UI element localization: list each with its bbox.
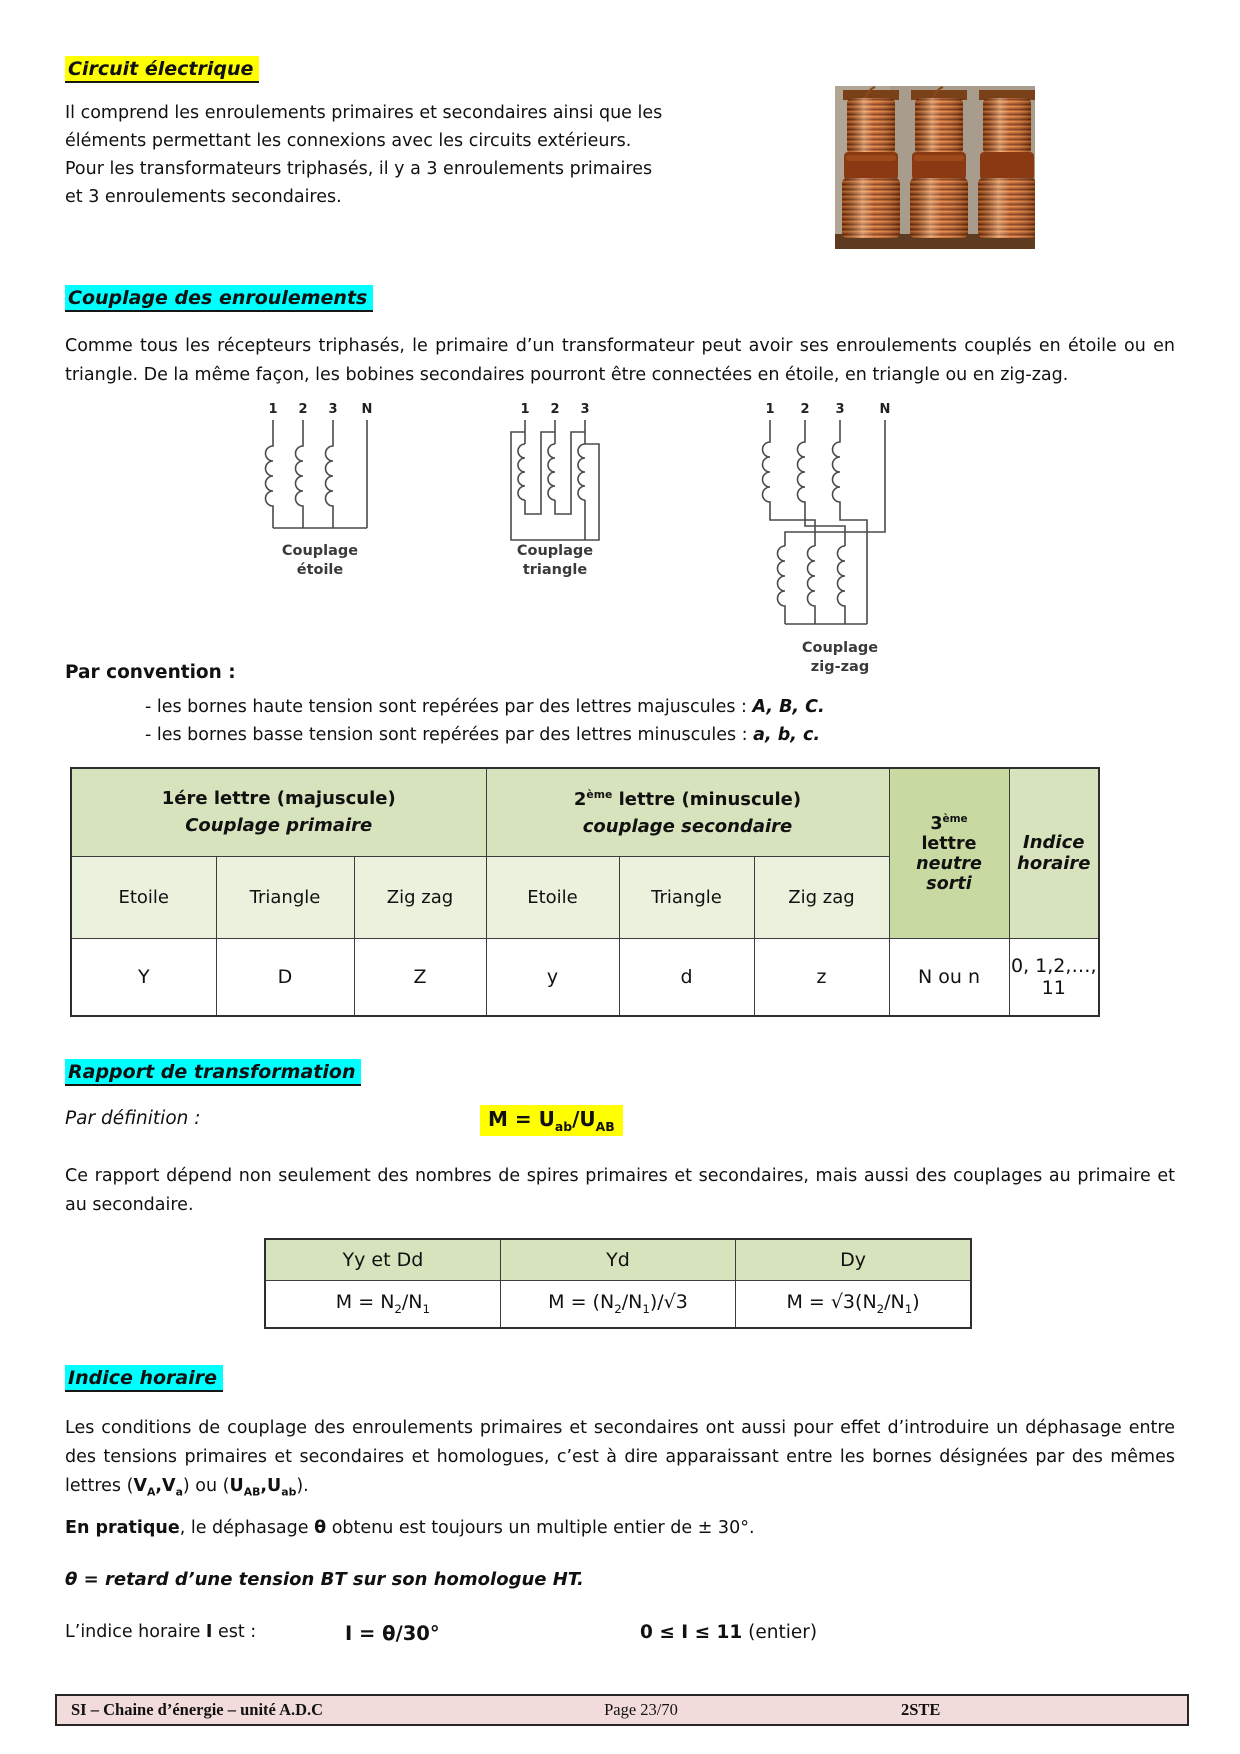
value-D: D xyxy=(216,938,354,1016)
header-second-letter: 2ème lettre (minuscule) couplage secondaire xyxy=(486,768,889,856)
svg-text:2: 2 xyxy=(800,402,810,417)
ratio-formula-dy: $M = √3(N_2/N_1)$ xyxy=(736,1280,971,1328)
paragraph-line: Il comprend les enroulements primaires et secondaires ainsi que les xyxy=(65,103,663,123)
convention-item-bt: - les bornes basse tension sont repérées par des lettres minuscules : a, b, c. xyxy=(145,725,820,745)
transformer-coils-photo xyxy=(835,86,1035,249)
en-pratique-line: En pratique, le déphasage θ obtenu est toujours un multiple entier de ± 30°. xyxy=(65,1518,755,1538)
value-clock-index: 0, 1,2,…, 11 xyxy=(1009,938,1099,1016)
section-couplage xyxy=(65,285,1175,312)
subheader-zigzag-primary: Zig zag xyxy=(354,856,486,938)
theta-definition-line: θ = retard d’une tension BT sur son homologue HT. xyxy=(65,1569,584,1590)
value-d: d xyxy=(619,938,754,1016)
header-first-letter: 1ére lettre (majuscule) Couplage primaire xyxy=(71,768,486,856)
svg-text:2: 2 xyxy=(298,402,308,417)
footer-page-number: Page 23/70 xyxy=(604,1700,678,1719)
paragraph-line: Pour les transformateurs triphasés, il y a 3 enroulements primaires xyxy=(65,159,653,179)
coupling-letters-table xyxy=(70,767,1100,1017)
svg-text:Couplage: Couplage xyxy=(801,640,879,656)
ratio-header-yd: Yd xyxy=(500,1239,735,1281)
header-third-letter-neutral: 3ème lettre neutre sorti xyxy=(889,768,1009,938)
footer-class-label: 2STE xyxy=(901,1700,941,1719)
coil-2 xyxy=(910,87,968,238)
star-coupling-diagram xyxy=(255,400,405,600)
ratio-header-dy: Dy xyxy=(736,1239,971,1281)
svg-text:3: 3 xyxy=(328,402,338,417)
svg-text:1: 1 xyxy=(765,402,775,417)
value-z: z xyxy=(754,938,889,1016)
subheader-etoile-secondary: Etoile xyxy=(486,856,619,938)
subheader-zigzag-secondary: Zig zag xyxy=(754,856,889,938)
svg-text:2: 2 xyxy=(550,402,560,417)
paragraph-line: éléments permettant les connexions avec les circuits extérieurs. xyxy=(65,131,632,151)
ratio-formula-yd: $M = (N_2/N_1)/√3$ xyxy=(500,1280,735,1328)
heading-circuit-electrique: Circuit électrique xyxy=(65,56,259,83)
svg-text:1: 1 xyxy=(268,402,278,417)
triangle-coupling-diagram xyxy=(495,400,615,600)
svg-text:Couplage: Couplage xyxy=(281,543,359,559)
svg-text:zig-zag: zig-zag xyxy=(810,659,870,675)
page-footer xyxy=(55,1694,1189,1726)
footer-course-title: SI – Chaine d’énergie – unité A.D.C xyxy=(71,1700,324,1719)
convention-list xyxy=(145,693,1175,749)
transformation-ratio-formula: $M = U_{ab}/U_{AB}$ xyxy=(480,1105,623,1136)
clock-index-range: 0 ≤ I ≤ 11 (entier) xyxy=(640,1622,818,1643)
clock-index-label: L’indice horaire I est : xyxy=(65,1622,257,1642)
value-Y: Y xyxy=(71,938,216,1016)
subheader-triangle-primary: Triangle xyxy=(216,856,354,938)
definition-row xyxy=(65,1108,1175,1142)
section-rapport xyxy=(65,1059,1175,1086)
coil-3 xyxy=(978,90,1035,238)
svg-text:triangle: triangle xyxy=(522,562,588,578)
convention-item-ht: - les bornes haute tension sont repérées par des lettres majuscules : A, B, C. xyxy=(145,697,825,717)
svg-text:1: 1 xyxy=(520,402,530,417)
svg-text:étoile: étoile xyxy=(296,562,344,578)
zigzag-coupling-diagram xyxy=(745,400,945,690)
rapport-paragraph: Ce rapport dépend non seulement des nombres de spires primaires et secondaires, mais aussi des couplages au primaire et au secondaire. xyxy=(65,1165,1175,1215)
definition-label: Par définition : xyxy=(65,1107,201,1129)
coil-1 xyxy=(842,87,900,238)
heading-couplage-enroulements: Couplage des enroulements xyxy=(65,285,373,312)
value-Z: Z xyxy=(354,938,486,1016)
subheader-triangle-secondary: Triangle xyxy=(619,856,754,938)
value-neutral: N ou n xyxy=(889,938,1009,1016)
clock-index-formula: I = θ/30° xyxy=(345,1622,440,1645)
couplage-paragraph: Comme tous les récepteurs triphasés, le primaire d’un transformateur peut avoir ses enroulements couplés en étoile ou en triangle. De la même façon, les bobines secondaires pourront être connectées en étoile, en triangle ou en zig-zag. xyxy=(65,336,1175,385)
svg-text:N: N xyxy=(879,402,891,417)
heading-rapport-transformation: Rapport de transformation xyxy=(65,1059,361,1086)
svg-text:Couplage: Couplage xyxy=(516,543,594,559)
indice-paragraph: Les conditions de couplage des enroulements primaires et secondaires ont aussi pour effet d’introduire un déphasage entre des tensions primaires et secondaires et homologues, c’est à dire apparaissant entre les bornes désignées par des mêmes lettres $(V_A,V_a)$ ou $(U_{AB},U_{ab})$. xyxy=(65,1417,1175,1498)
svg-text:3: 3 xyxy=(580,402,590,417)
heading-indice-horaire: Indice horaire xyxy=(65,1365,223,1392)
section-indice xyxy=(65,1365,1175,1392)
svg-text:3: 3 xyxy=(835,402,845,417)
subheader-etoile-primary: Etoile xyxy=(71,856,216,938)
ratio-formulas-table xyxy=(264,1238,972,1329)
header-clock-index: Indice horaire xyxy=(1009,768,1099,938)
svg-text:N: N xyxy=(361,402,373,417)
clock-index-row xyxy=(65,1622,1175,1654)
convention-heading: Par convention : xyxy=(65,662,236,683)
paragraph-line: et 3 enroulements secondaires. xyxy=(65,187,342,207)
value-y: y xyxy=(486,938,619,1016)
ratio-formula-yy-dd: $M = N_2/N_1$ xyxy=(265,1280,500,1328)
ratio-header-yy-dd: Yy et Dd xyxy=(265,1239,500,1281)
